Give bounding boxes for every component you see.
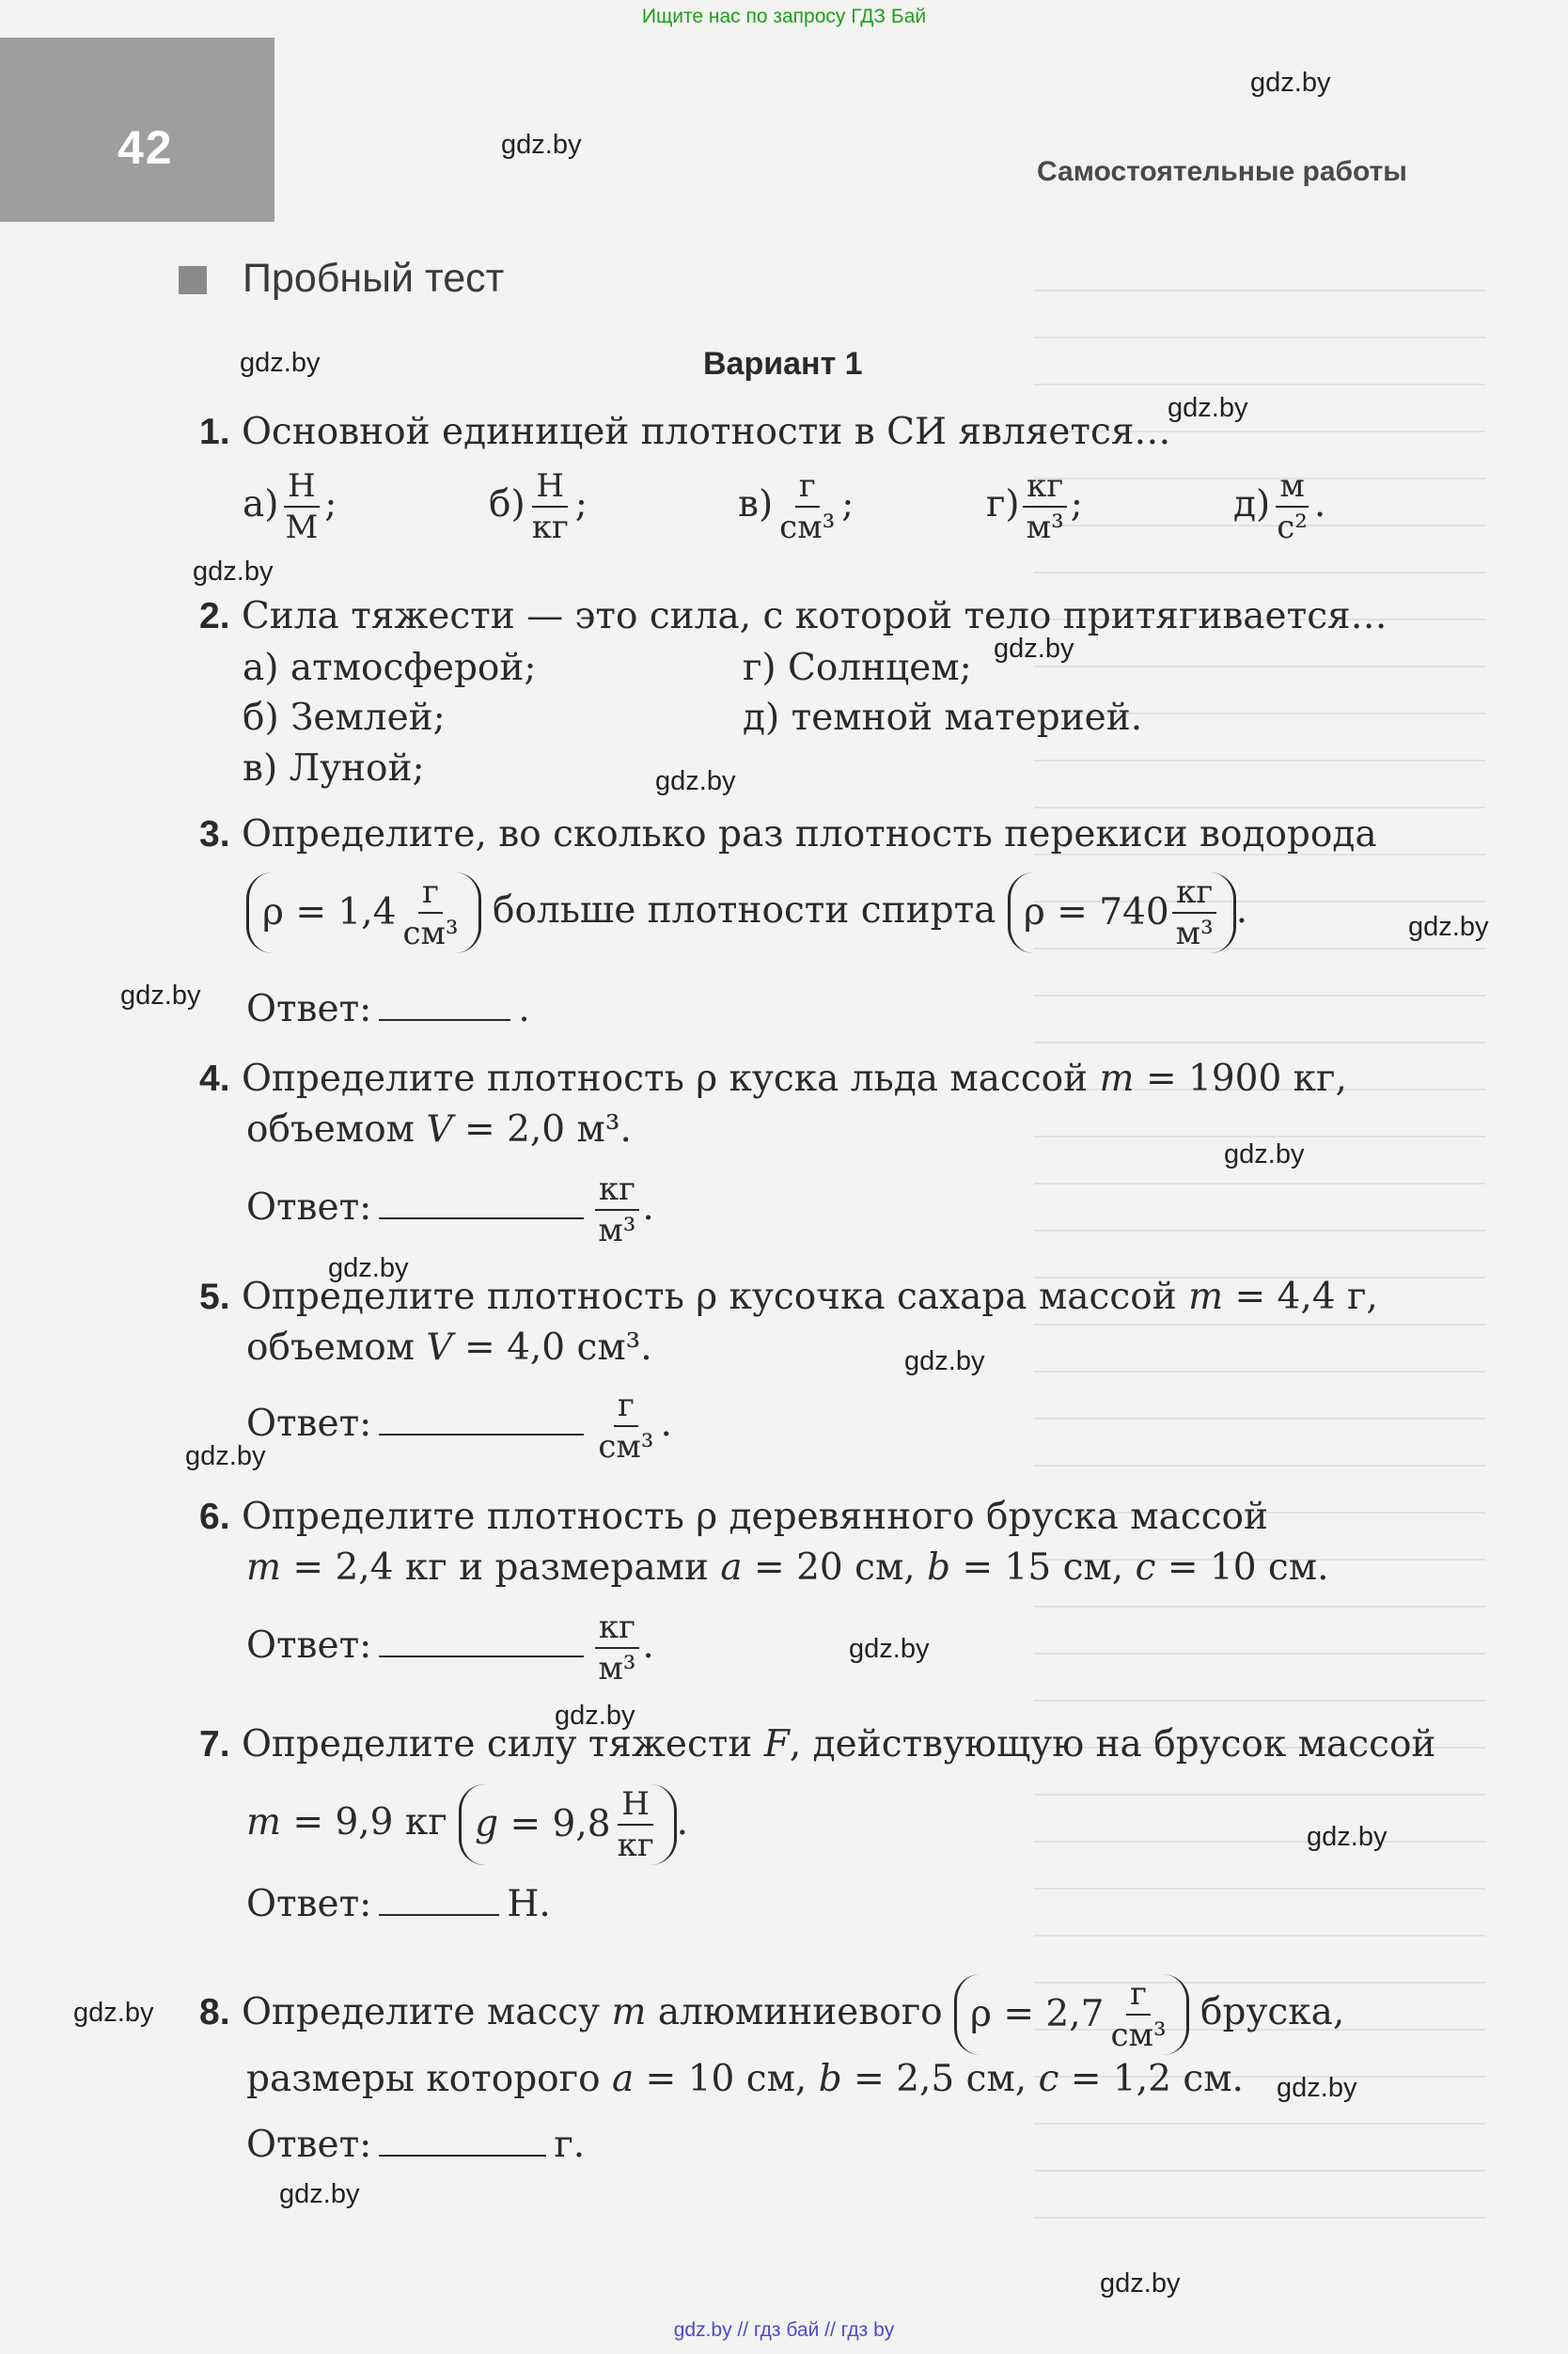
q2-option-d: д) темной материей.	[743, 697, 1143, 739]
watermark: gdz.by	[501, 130, 582, 160]
watermark: gdz.by	[73, 1998, 154, 2028]
question-6: 6. Определите плотность ρ деревянного бруска массой	[199, 1496, 1269, 1538]
question-4-line-2: объемом V = 2,0 м³.	[246, 1108, 632, 1151]
q3-answer: Ответ: .	[246, 988, 530, 1030]
watermark: gdz.by	[1408, 912, 1489, 942]
watermark: gdz.by	[185, 1441, 266, 1471]
watermark: gdz.by	[904, 1346, 985, 1376]
section-header: Самостоятельные работы	[1037, 156, 1407, 187]
page-number: 42	[118, 121, 174, 174]
watermark: gdz.by	[120, 981, 201, 1011]
top-banner[interactable]: Ищите нас по запросу ГДЗ Бай	[641, 6, 927, 27]
bottom-banner[interactable]: gdz.by // гдз бай // гдз by	[673, 2319, 895, 2341]
q8-answer: Ответ: г.	[246, 2124, 586, 2166]
answer-blank[interactable]	[379, 1646, 584, 1657]
square-bullet-icon	[179, 266, 207, 294]
watermark: gdz.by	[655, 766, 736, 796]
question-2: 2. Сила тяжести — это сила, с которой тело притягивается…	[199, 595, 1388, 637]
option-b: б) $\frac{Н}{кг}$ ;	[489, 467, 588, 546]
watermark: gdz.by	[1100, 2268, 1181, 2299]
q2-option-a: а) атмосферой;	[243, 647, 537, 689]
variant-title: Вариант 1	[703, 346, 863, 382]
answer-blank[interactable]	[379, 1208, 584, 1219]
q2-option-v: в) Луной;	[243, 747, 425, 790]
question-6-line-2: m = 2,4 кг и размерами a = 20 см, b = 15 см, c = 10 см.	[246, 1546, 1329, 1589]
question-5: 5. Определите плотность ρ кусочка сахара массой m = 4,4 г,	[199, 1276, 1378, 1318]
question-3: 3. Определите, во сколько раз плотность перекиси водорода	[199, 813, 1377, 855]
watermark: gdz.by	[328, 1253, 409, 1283]
q6-answer: Ответ: $\frac{кг}{\text{м³}}$ .	[246, 1609, 654, 1687]
watermark: gdz.by	[849, 1634, 930, 1664]
answer-blank[interactable]	[379, 1424, 584, 1436]
answer-blank[interactable]	[379, 1010, 510, 1021]
q5-answer: Ответ: $\frac{г}{\text{см³}}$ .	[246, 1387, 672, 1466]
watermark: gdz.by	[1277, 2073, 1357, 2103]
question-7: 7. Определите силу тяжести F, действующую на брусок массой	[199, 1723, 1436, 1766]
question-7-line-2: m = 9,9 кг g = 9,8 $\frac{Н}{кг}$ .	[246, 1785, 689, 1864]
option-d: д) $\frac{м}{\text{с²}}$ .	[1233, 467, 1326, 546]
watermark: gdz.by	[994, 634, 1074, 664]
watermark: gdz.by	[193, 557, 274, 587]
option-a: а) $\frac{Н}{М}$ ;	[243, 467, 337, 546]
option-v: в) $\frac{г}{\text{см³}}$ ;	[738, 467, 855, 546]
watermark: gdz.by	[279, 2179, 360, 2209]
answer-blank[interactable]	[379, 1905, 499, 1916]
question-8-line-2: размеры которого a = 10 см, b = 2,5 см, c = 1,2 см.	[246, 2058, 1244, 2100]
watermark: gdz.by	[1307, 1822, 1388, 1852]
watermark: gdz.by	[555, 1701, 635, 1731]
question-3-line-2: ρ = 1,4 $\frac{г}{\text{см³}}$ больше плотности спирта ρ = 740 $\frac{кг}{\text{м³}}$ .	[246, 872, 1247, 953]
watermark: gdz.by	[240, 348, 321, 378]
q2-option-g: г) Солнцем;	[743, 647, 972, 689]
question-5-line-2: объемом V = 4,0 см³.	[246, 1326, 652, 1369]
watermark: gdz.by	[1168, 393, 1248, 423]
q2-option-b: б) Землей;	[243, 697, 446, 739]
q4-answer: Ответ: $\frac{кг}{\text{м³}}$ .	[246, 1170, 654, 1249]
question-4: 4. Определите плотность ρ куска льда массой m = 1900 кг,	[199, 1058, 1347, 1100]
answer-blank[interactable]	[379, 2145, 546, 2157]
question-8: 8. Определите массу m алюминиевого ρ = 2,7 $\frac{г}{\text{см³}}$ бруска,	[199, 1975, 1345, 2054]
section-title: Пробный тест	[243, 256, 505, 301]
watermark: gdz.by	[1250, 68, 1331, 98]
question-1-options	[243, 467, 1326, 546]
question-1: 1. Основной единицей плотности в СИ является…	[199, 411, 1171, 453]
option-g: г) $\frac{кг}{\text{м³}}$ ;	[986, 467, 1083, 546]
watermark: gdz.by	[1224, 1139, 1305, 1169]
q7-answer: Ответ: Н.	[246, 1883, 551, 1925]
